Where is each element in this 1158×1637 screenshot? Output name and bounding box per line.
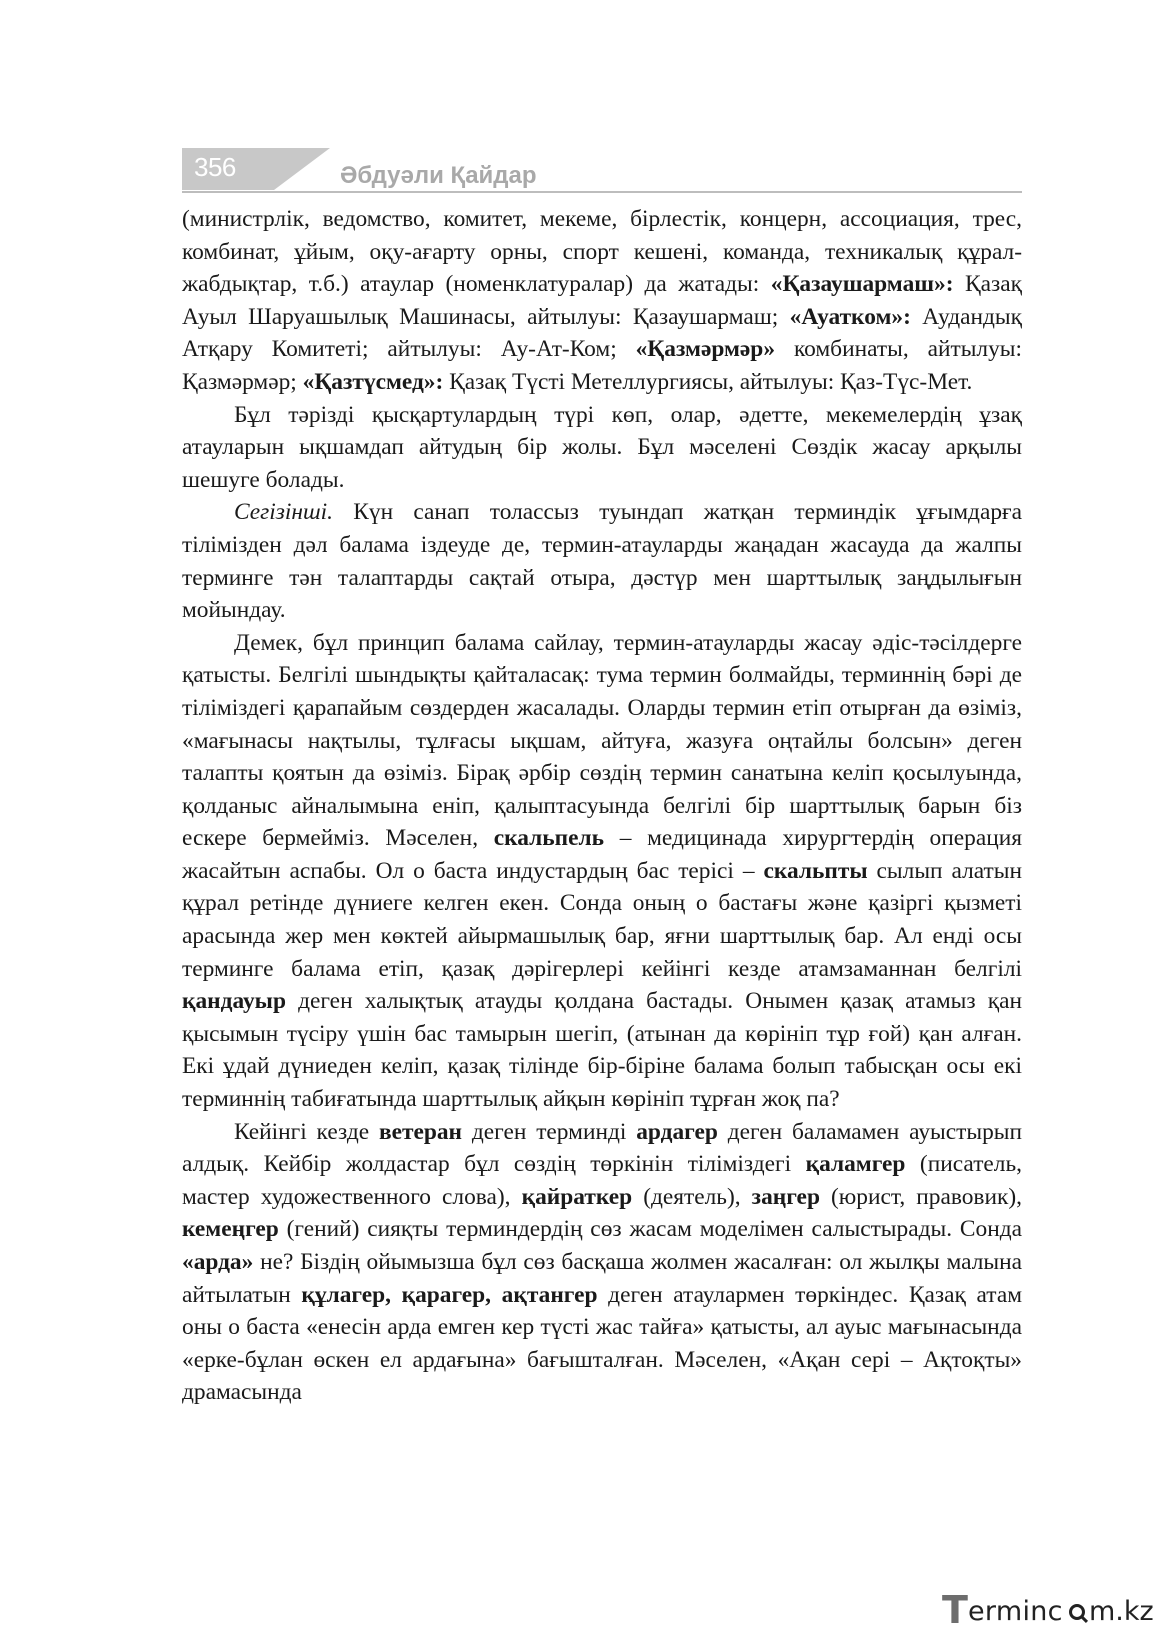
bold-term: скальпты — [763, 857, 868, 884]
text-run: (министрлік, ведомство, комитет, мекеме, бірлестік, концерн, ассоциация, трес, комбинат, ұйым, оқу-ағарту орны, спорт кешені, команда, техникалық құрал-жабдықтар, т.б.) атаулар (номенклатуралар) да жатады: — [182, 206, 1022, 298]
text-run: комбинаты, айтылуы: Қазмәрмәр; — [182, 336, 1022, 395]
paragraph — [182, 399, 1022, 497]
bold-term: «Ауатком»: — [789, 303, 911, 330]
logo-text-start: erminc — [968, 1596, 1063, 1627]
paragraph — [182, 1116, 1022, 1409]
bold-term: заңгер — [751, 1183, 820, 1210]
text-run: Аудандық Атқару Комитеті; айтылуы: Ау-Ат-Ком; — [182, 303, 1023, 363]
text-run: Демек, бұл принцип балама сайлау, термин-атауларды жасау әдіс-тәсілдерге қатысты. Белгілі шындықты қайталасақ: тума термин болмайды, терминнің бәрі де тіліміздегі қарапайым сөздерден жасалады. Оларды термин етіп отырған да өзіміз, «мағынасы нақтылы, тұлғасы ықшам, айтуға, жазуға оңтайлы болсын» деген талапты қоятын да өзіміз. Бірақ әрбір сөздің термин санатына келіп қосылуында, қолданыс айналымына еніп, қалыптасуында белгілі бір шарттылық барын біз ескере бермейміз. Мәселен, — [182, 629, 1022, 852]
bold-term: «Қазтүсмед»: — [302, 368, 444, 395]
termincom-logo — [942, 1588, 1154, 1632]
text-run: (гений) сияқты терминдердің сөз жасам моделімен салыстырады. Сонда — [278, 1216, 1022, 1243]
italic-text: Сегізінші. — [234, 499, 333, 526]
bold-term: скальпель — [493, 825, 605, 852]
text-run: Қазақ Түсті Метеллургиясы, айтылуы: Қаз-Түс-Мет. — [443, 368, 973, 395]
body-text — [182, 203, 1022, 1409]
search-magnifier-icon — [1069, 1604, 1085, 1620]
logo-letter-t: T — [942, 1588, 968, 1632]
bold-term: кемеңгер — [182, 1216, 279, 1243]
text-run: Күн санап толассыз туындап жатқан терминдік ұғымдарға тілімізден дәл балама іздеуде де, термин-атауларды жаңадан жасауда да жалпы терминге тән талаптарды сақтай отыра, дәстүр мен шарттылық заңдылығын мойындау. — [182, 499, 1022, 624]
text-run: не? Біздің ойымызша бұл сөз басқаша жолмен жасалған: ол жылқы малына айтылатын — [182, 1249, 1022, 1308]
text-run: деген баламамен ауыстырып алдық. Кейбір жолдастар бұл сөздің төркінін тіліміздегі — [182, 1118, 1022, 1178]
text-run: деген терминді — [462, 1118, 637, 1145]
bold-term: қандауыр — [182, 988, 286, 1015]
text-run: (деятель), — [632, 1183, 752, 1210]
page-number-tab-arrow — [274, 148, 330, 190]
paragraph — [182, 203, 1022, 399]
text-run: деген халықтық атауды қолдана бастады. Онымен қазақ атамыз қан қысымын түсіру үшін бас тамырын шегіп, (атынан да көрініп тұр ғой) қан алған. Екі ұдай дүниеден келіп, қазақ тілінде бір-біріне балама болып табысқан осы екі терминнің табиғатында шарттылық айқын көрініп тұрған жоқ па? — [182, 988, 1022, 1113]
text-run: сылып алатын құрал ретінде дүниеге келген екен. Сонда оның о бастағы және қазіргі қызметі арасында жер мен көктей айырмашылық бар, яғни шарттылық бар. Ал енді осы терминге балама етіп, қазақ дәрігерлері кейінгі кезде атамзаманнан белгілі — [182, 857, 1022, 982]
paragraph — [182, 627, 1022, 1116]
bold-term: ардагер — [636, 1118, 718, 1145]
text-run: деген атаулармен төркіндес. Қазақ атам оны о баста «енесін арда емген кер түсті жас тайға» қатысты, ал ауыс мағынасында «ерке-бұлан өскен ел ардағына» бағышталған. Мәселен, «Ақан сері – Ақтоқты» драмасында — [182, 1281, 1023, 1406]
text-run: – медицинада хирургтердің операция жасайтын аспабы. Ол о баста индустардың бас терісі – — [182, 825, 1022, 884]
bold-term: «арда» — [182, 1249, 254, 1275]
text-run: (юрист, правовик), — [819, 1183, 1022, 1210]
text-run: Бұл тәрізді қысқартулардың түрі көп, олар, әдетте, мекемелердің ұзақ атауларын ықшамдап айтудың бір жолы. Бұл мәселені Сөздік жасау арқылы шешуге болады. — [182, 401, 1022, 493]
bold-term: «Қазаушармаш»: — [770, 271, 954, 298]
bold-term: қаламгер — [805, 1151, 906, 1178]
bold-term: қайраткер — [521, 1183, 633, 1210]
text-run: Кейінгі кезде — [234, 1118, 379, 1145]
text-run: (писатель, мастер художественного слова), — [182, 1151, 1022, 1210]
bold-term: ветеран — [378, 1118, 463, 1145]
page-number: 356 — [194, 152, 236, 182]
logo-text-end: m.kz — [1089, 1596, 1154, 1627]
page-header — [182, 148, 1022, 194]
running-head-author: Әбдуәли Қайдар — [340, 162, 537, 189]
paragraph — [182, 496, 1022, 626]
header-rule — [182, 191, 1022, 193]
bold-term: құлагер, қарагер, ақтангер — [301, 1281, 598, 1308]
bold-term: «Қазмәрмәр» — [635, 336, 776, 363]
text-run: Қазақ Ауыл Шаруашылық Машинасы, айтылуы: Қазаушармаш; — [182, 271, 1022, 330]
